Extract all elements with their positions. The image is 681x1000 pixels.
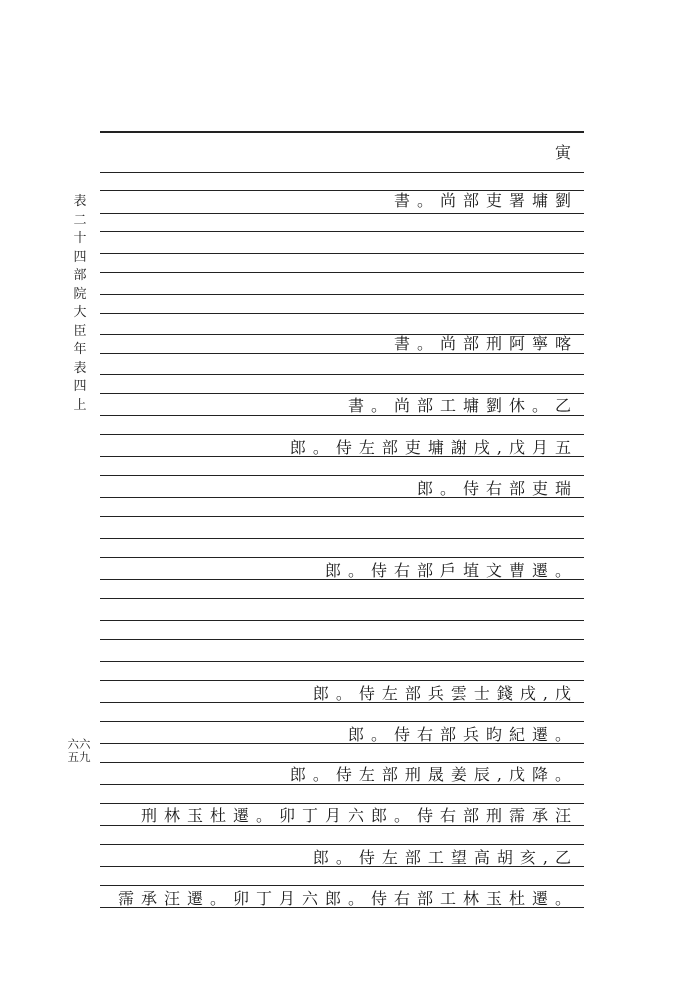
- table-rule: [100, 272, 584, 273]
- table-rule: [100, 374, 584, 375]
- table-rule: [100, 661, 584, 662]
- table-rule: [100, 639, 584, 640]
- table-rule: [100, 213, 584, 214]
- table-rule: [100, 516, 584, 517]
- table-rule: [100, 231, 584, 232]
- table-rule: [100, 598, 584, 599]
- table-rule: [100, 253, 584, 254]
- table-rule: [100, 313, 584, 314]
- table-cell-text: 郎。侍右部吏瑞: [416, 479, 578, 498]
- table-rule: [100, 680, 584, 681]
- table-rule: [100, 475, 584, 476]
- table-rule: [100, 294, 584, 295]
- table-cell-text: 郎。侍右部戶埴文曹遷。: [324, 561, 578, 580]
- table-cell-text: 郎。侍左部吏墉謝戌,戊月五: [289, 438, 578, 457]
- table-rule: [100, 557, 584, 558]
- table-cell-text: 郎。侍左部刑晟姜辰,戊降。: [289, 765, 578, 784]
- table-rule: [100, 885, 584, 886]
- table-cell-text: 刑林玉杜遷。卯丁月六郎。侍右部刑霈承汪: [140, 806, 578, 825]
- table-rule: [100, 172, 584, 173]
- table-rule: [100, 393, 584, 394]
- table-cell-text: 書。尚部刑阿寧喀: [393, 334, 578, 353]
- table-rule: [100, 721, 584, 722]
- table-rule: [100, 131, 584, 133]
- table-rule: [100, 844, 584, 845]
- table-cell-text: 書。尚部吏署墉劉: [393, 191, 578, 210]
- table-cell-text: 霈承汪遷。卯丁月六郎。侍右部工林玉杜遷。: [117, 889, 578, 908]
- page-number: 六六五九: [67, 737, 91, 764]
- table-rule: [100, 538, 584, 539]
- table-cell-text: 郎。侍左部兵雲士錢戌,戊: [312, 684, 578, 703]
- table-rule: [100, 762, 584, 763]
- side-title: 表二十四 部院大臣年表四上: [73, 194, 87, 413]
- table-cell-text: 郎。侍左部工望高胡亥,乙: [312, 848, 578, 867]
- table-cell-text: 寅: [554, 143, 578, 162]
- table-rule: [100, 803, 584, 804]
- table-rule: [100, 434, 584, 435]
- table-rule: [100, 620, 584, 621]
- table-cell-text: 書。尚部工墉劉休。乙: [347, 396, 578, 415]
- table-cell-text: 郎。侍右部兵昀紀遷。: [347, 725, 578, 744]
